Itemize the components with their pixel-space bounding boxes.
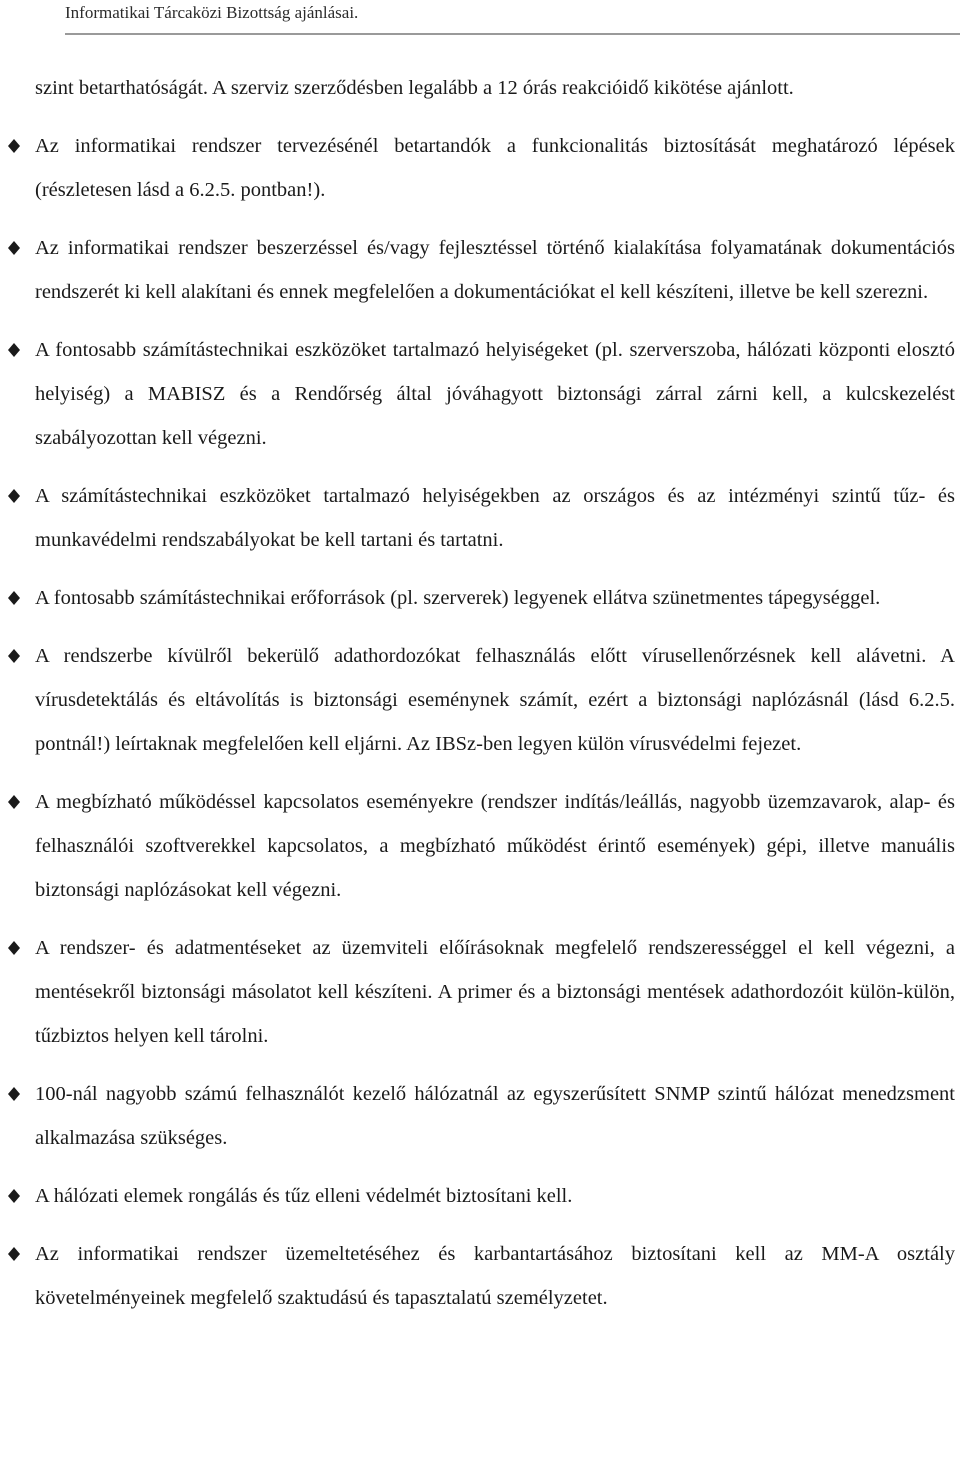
diamond-bullet-icon (8, 576, 22, 620)
diamond-bullet-icon (8, 474, 22, 518)
diamond-bullet-icon (8, 226, 22, 270)
list-item-text: A megbízható működéssel kapcsolatos eseményekre (rendszer indítás/leállás, nagyobb üzemzavarok, alap- és felhasználói szoftverekkel kapcsolatos, a megbízható működést érintő események) gépi, illetve manuális biztonsági naplózásokat kell végezni. (35, 791, 955, 901)
page-header (65, 0, 960, 30)
list-item (35, 1174, 955, 1218)
list-item-text: 100-nál nagyobb számú felhasználót kezelő hálózatnál az egyszerűsített SNMP szintű hálózat menedzsment alkalmazása szükséges. (35, 1083, 955, 1149)
diamond-bullet-icon (8, 124, 22, 168)
list-item (35, 1232, 955, 1320)
list-item (35, 124, 955, 212)
header-divider (65, 33, 960, 35)
list-item-text: Az informatikai rendszer üzemeltetéséhez és karbantartásához biztosítani kell az MM-A osztály követelményeinek megfelelő szaktudású és tapasztalatú személyzetet. (35, 1243, 955, 1309)
list-item (35, 634, 955, 766)
list-item-text: Az informatikai rendszer beszerzéssel és/vagy fejlesztéssel történő kialakítása folyamatának dokumentációs rendszerét ki kell alakítani és ennek megfelelően a dokumentációkat el kell készíteni, illetve be kell szerezni. (35, 237, 955, 303)
diamond-bullet-icon (8, 634, 22, 678)
list-item-text: A fontosabb számítástechnikai erőforrások (pl. szerverek) legyenek ellátva szünetmentes tápegységgel. (35, 587, 881, 609)
list-item (35, 576, 955, 620)
diamond-bullet-icon (8, 1072, 22, 1116)
list-item-text: A fontosabb számítástechnikai eszközöket tartalmazó helyiségeket (pl. szerverszoba, hálózati központi elosztó helyiség) a MABISZ és a Rendőrség által jóváhagyott biztonsági zárral zárni kell, a kulcskezelést szabályozottan kell végezni. (35, 339, 955, 449)
list-item-text: A rendszerbe kívülről bekerülő adathordozókat felhasználás előtt vírusellenőrzésnek kell alávetni. A vírusdetektálás és eltávolítás is biztonsági eseménynek számít, ezért a biztonsági naplózásnál (lásd 6.2.5. pontnál!) leírtaknak megfelelően kell eljárni. Az IBSz-ben legyen külön vírusvédelmi fejezet. (35, 645, 955, 755)
list-item-text: A számítástechnikai eszközöket tartalmazó helyiségekben az országos és az intézményi szintű tűz- és munkavédelmi rendszabályokat be kell tartani és tartatni. (35, 485, 955, 551)
diamond-bullet-icon (8, 926, 22, 970)
list-item (35, 474, 955, 562)
diamond-bullet-icon (8, 780, 22, 824)
list-item-text: A hálózati elemek rongálás és tűz elleni védelmét biztosítani kell. (35, 1185, 573, 1207)
list-item (35, 1072, 955, 1160)
header-title: Informatikai Tárcaközi Bizottság ajánlásai. (65, 3, 359, 22)
list-item (35, 780, 955, 912)
list-item-text: A rendszer- és adatmentéseket az üzemviteli előírásoknak megfelelő rendszerességgel el kell végezni, a mentésekről biztonsági másolatot kell készíteni. A primer és a biztonsági mentések adathordozóit külön-külön, tűzbiztos helyen kell tárolni. (35, 937, 955, 1047)
intro-paragraph: szint betarthatóságát. A szerviz szerződésben legalább a 12 órás reakcióidő kikötése ajánlott. (35, 77, 794, 99)
list-item (35, 926, 955, 1058)
document-body (35, 66, 955, 1320)
diamond-bullet-icon (8, 1174, 22, 1218)
diamond-bullet-icon (8, 1232, 22, 1276)
list-item (35, 328, 955, 460)
diamond-bullet-icon (8, 328, 22, 372)
list-item (35, 226, 955, 314)
list-item-text: Az informatikai rendszer tervezésénél betartandók a funkcionalitás biztosítását meghatározó lépések (részletesen lásd a 6.2.5. pontban!). (35, 135, 955, 201)
